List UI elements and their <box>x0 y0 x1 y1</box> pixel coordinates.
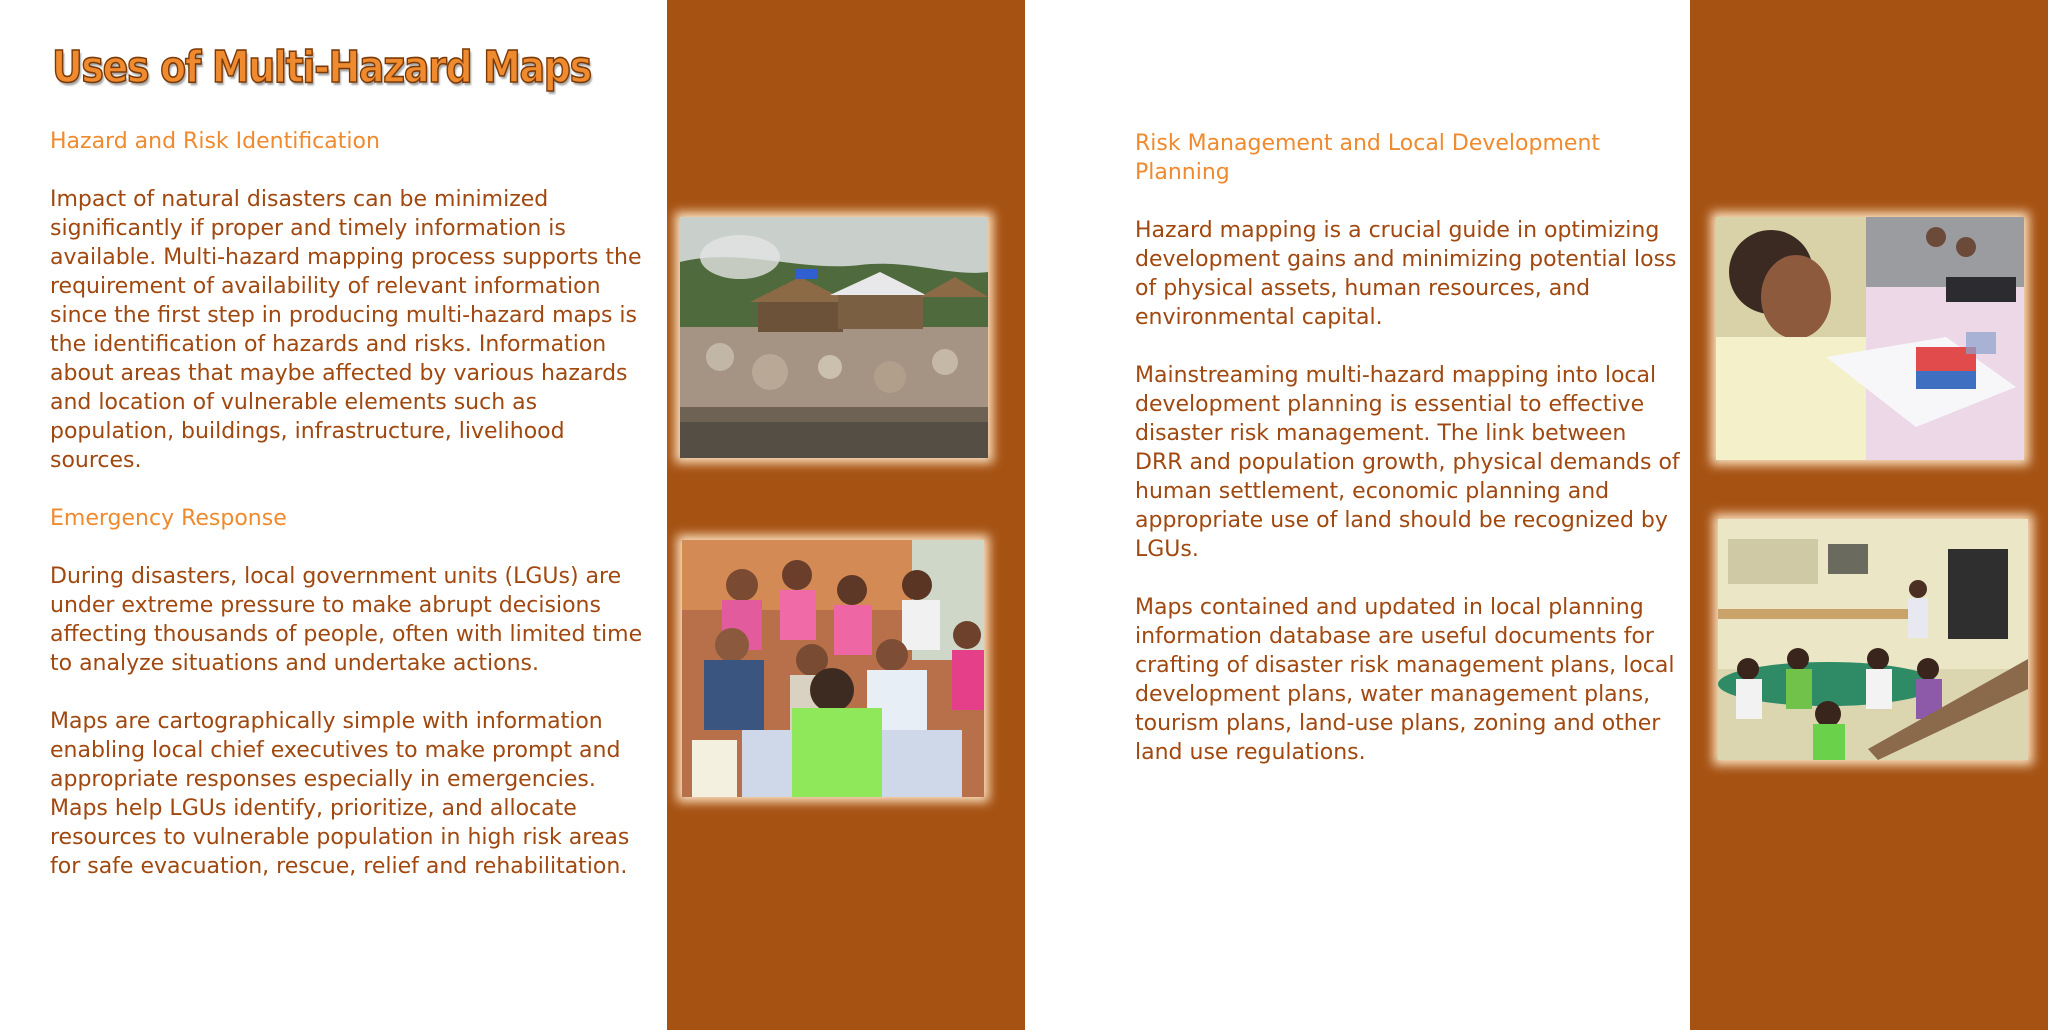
paragraph-emergency-maps: Maps are cartographically simple with information enabling local chief executives to make prompt and appropriate responses especially in emergencies. Maps help LGUs identify, prioritize, and allocate resources to vulnerable population in high risk areas for safe evacuation, rescue, relief and rehabilitation. <box>50 709 630 879</box>
left-text-column <box>50 127 650 910</box>
page-title: Uses of Multi-Hazard Maps <box>52 42 591 93</box>
photo-workshop-classroom <box>1718 519 2028 760</box>
section-heading-emergency-response: Emergency Response <box>50 506 287 531</box>
photo-riverside-village <box>680 217 988 458</box>
photo-map-review <box>1716 217 2024 460</box>
paragraph-mainstreaming: Mainstreaming multi-hazard mapping into local development planning is essential to effective disaster risk management. The link between DRR and population growth, physical demands of human settlement, economic planning and appropriate use of land should be recognized by LGUs. <box>1135 363 1680 562</box>
paragraph-emergency-pressure: During disasters, local government units (LGUs) are under extreme pressure to make abrupt decisions affecting thousands of people, often with limited time to analyze situations and undertake actions. <box>50 564 643 676</box>
decorative-band-right <box>1690 0 2048 1030</box>
section-heading-hazard-risk-identification: Hazard and Risk Identification <box>50 129 380 154</box>
paragraph-planning-database: Maps contained and updated in local planning information database are useful documents for crafting of disaster risk management plans, local development plans, water management plans, tourism plans, land-use plans, zoning and other land use regulations. <box>1135 595 1675 765</box>
section-heading-risk-management-planning: Risk Management and Local Development Planning <box>1135 131 1601 185</box>
paragraph-hazard-mapping-guide: Hazard mapping is a crucial guide in optimizing development gains and minimizing potential loss of physical assets, human resources, and environmental capital. <box>1135 218 1677 330</box>
photo-community-meeting <box>682 540 984 797</box>
paragraph-hazard-identification: Impact of natural disasters can be minimized significantly if proper and timely information is available. Multi-hazard mapping process supports the requirement of availability of relevant information since the first step in producing multi-hazard maps is the identification of hazards and risks. Information about areas that maybe affected by various hazards and location of vulnerable elements such as population, buildings, infrastructure, livelihood sources. <box>50 187 642 473</box>
decorative-band-left <box>667 0 1025 1030</box>
right-text-column <box>1135 129 1680 796</box>
